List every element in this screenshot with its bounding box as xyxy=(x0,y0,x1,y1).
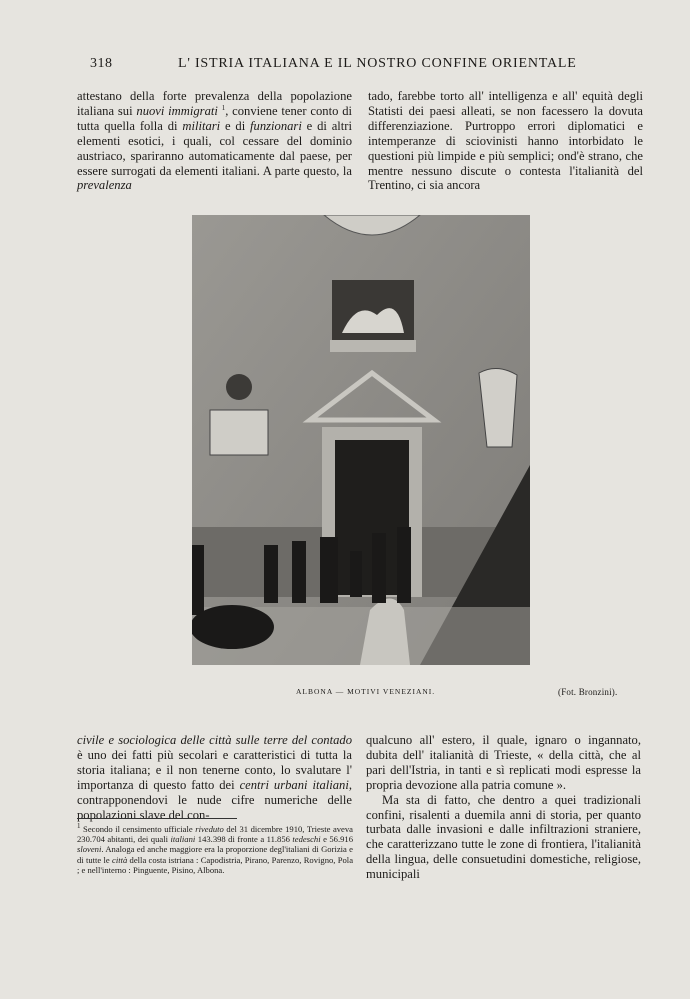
photo-credit: (Fot. Bronzini). xyxy=(558,687,618,697)
footnote-ref: 1 xyxy=(221,103,226,112)
page-header xyxy=(0,56,690,78)
bottom-right-column xyxy=(366,733,641,882)
bottom-left-column xyxy=(77,733,352,822)
albona-photograph xyxy=(192,215,530,665)
footnote-text: $^1$ Secondo il censimento ufficiale riveduto del 31 dicembre 1910, Trieste aveva 230.704 abitanti, dei quali italiani 143.398 di fronte a 11.856 tedeschi e 56.916 sloveni. Analoga ed anche maggiore era la proporzione degl'italiani di Gorizia e di tutte le città della costa istriana : Capodistria, Pirano, Parenzo, Rovigno, Pola ; e nell'interno : Pinguente, Pisino, Albona. xyxy=(77,822,354,875)
footnote-mark: 1 xyxy=(77,822,81,831)
top-left-column xyxy=(77,89,352,193)
top-right-column xyxy=(368,89,643,193)
figure-caption: ALBONA — MOTIVI VENEZIANI. xyxy=(296,687,436,696)
paragraph: attestano della forte prevalenza della popolazione italiana sui nuovi immigrati $^1$, conviene tener conto di tutta quella folla di militari e di funzionari e di altri elementi esotici, i quali, col cessare del dominio austriaco, spariranno automaticamente dal paese, per essere surrogati da elementi italiani. A parte questo, la prevalenza xyxy=(77,89,352,193)
paragraph: Ma sta di fatto, che dentro a quei tradizionali confini, risalenti a duemila anni di storia, per quanto turbata dalle invasioni e dalle infiltrazioni straniere, che caratterizzano tutte le zone di frontiera, l'italianità della lingua, delle consuetudini domestiche, religiose, municipali xyxy=(366,792,641,882)
footnote xyxy=(77,824,353,875)
running-title: L' ISTRIA ITALIANA E IL NOSTRO CONFINE ORIENTALE xyxy=(178,56,577,71)
paragraph: qualcuno all' estero, il quale, ignaro o ingannato, dubita dell' italianità di Trieste, « della città, che al pari dell'Istria, in tanti e sì replicati modi espresse la propria devozione alla patria comune ». xyxy=(366,733,641,792)
page-number: 318 xyxy=(90,56,113,71)
footnote-divider xyxy=(77,818,237,819)
paragraph: civile e sociologica delle città sulle terre del contado è uno dei fatti più secolari e caratteristici di tutta la storia italiana; e il non tenerne conto, lo svalutare l' importanza di questo fatto dei centri urbani italiani, contrapponendovi le nude cifre numeriche delle popolazioni slave del con- xyxy=(77,733,352,822)
paragraph: tado, farebbe torto all' intelligenza e all' equità degli Statisti dei paesi alleati, se non facessero la dovuta differenziazione. Purtroppo errori diplomatici e intemperanze di sciovinisti hanno intorbidato le questioni più limpide e più semplici; ond'è strano, che mentre nessuno discute o contesta l'italianità del Trentino, ci sia ancora xyxy=(368,89,643,193)
